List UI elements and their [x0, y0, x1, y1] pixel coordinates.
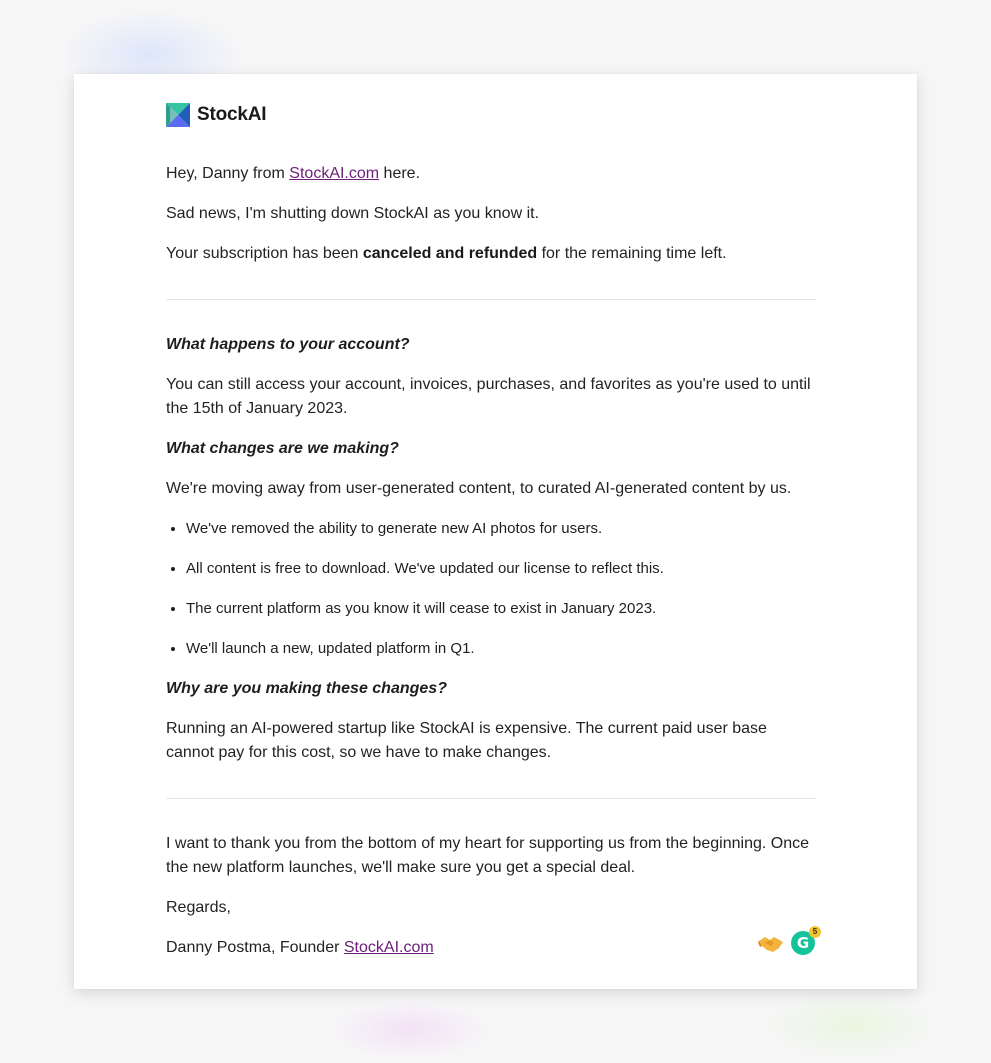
handshake-icon[interactable]: [758, 934, 784, 954]
background-glow: [760, 990, 940, 1060]
stockai-link[interactable]: StockAI.com: [289, 165, 380, 182]
divider: [166, 299, 816, 300]
subscription-prefix: Your subscription has been: [166, 245, 363, 262]
changes-heading: What changes are we making?: [166, 440, 399, 457]
account-heading: What happens to your account?: [166, 336, 410, 353]
email-body: [166, 102, 816, 960]
sad-news-paragraph: Sad news, I'm shutting down StockAI as you know it.: [166, 205, 540, 222]
extension-icons: [758, 927, 818, 957]
grammarly-badge: 5: [809, 926, 821, 938]
stockai-logo-icon: [166, 103, 190, 127]
background-glow: [330, 1000, 490, 1060]
brand-logo: [166, 102, 816, 128]
signature-name: Danny Postma, Founder: [166, 939, 344, 956]
thanks-paragraph: I want to thank you from the bottom of my heart for supporting us from the beginning. Once the new platform launches, we'll make sure you get a special deal.: [166, 835, 810, 876]
grammarly-icon[interactable]: [791, 927, 818, 957]
divider: [166, 798, 816, 799]
brand-name: StockAI: [197, 104, 267, 125]
email-card: [74, 74, 917, 989]
signature-stockai-link[interactable]: StockAI.com: [343, 939, 434, 956]
greeting-suffix: here.: [379, 165, 421, 182]
regards-text: Regards,: [166, 899, 231, 916]
list-item: • The current platform as you know it will cease to exist in January 2023.: [186, 597, 816, 621]
grammarly-letter: G: [791, 931, 815, 955]
greeting-paragraph: [166, 162, 816, 186]
why-heading: Why are you making these changes?: [166, 680, 447, 697]
greeting-prefix: Hey, Danny from: [166, 165, 290, 182]
list-item: • We'll launch a new, updated platform in Q1.: [186, 637, 816, 661]
list-item: • We've removed the ability to generate new AI photos for users.: [186, 517, 816, 541]
changes-list: [166, 517, 816, 661]
list-item: • All content is free to download. We've updated our license to reflect this.: [186, 557, 816, 581]
why-paragraph: Running an AI-powered startup like StockAI is expensive. The current paid user base cannot pay for this cost, so we have to make changes.: [166, 720, 767, 761]
subscription-suffix: for the remaining time left.: [537, 245, 727, 262]
account-paragraph: You can still access your account, invoices, purchases, and favorites as you're used to until the 15th of January 2023.: [166, 376, 811, 417]
subscription-bold: canceled and refunded: [362, 245, 538, 262]
changes-paragraph: We're moving away from user-generated content, to curated AI-generated content by us.: [166, 480, 792, 497]
signature-line: [166, 936, 816, 960]
subscription-paragraph: [166, 242, 816, 266]
